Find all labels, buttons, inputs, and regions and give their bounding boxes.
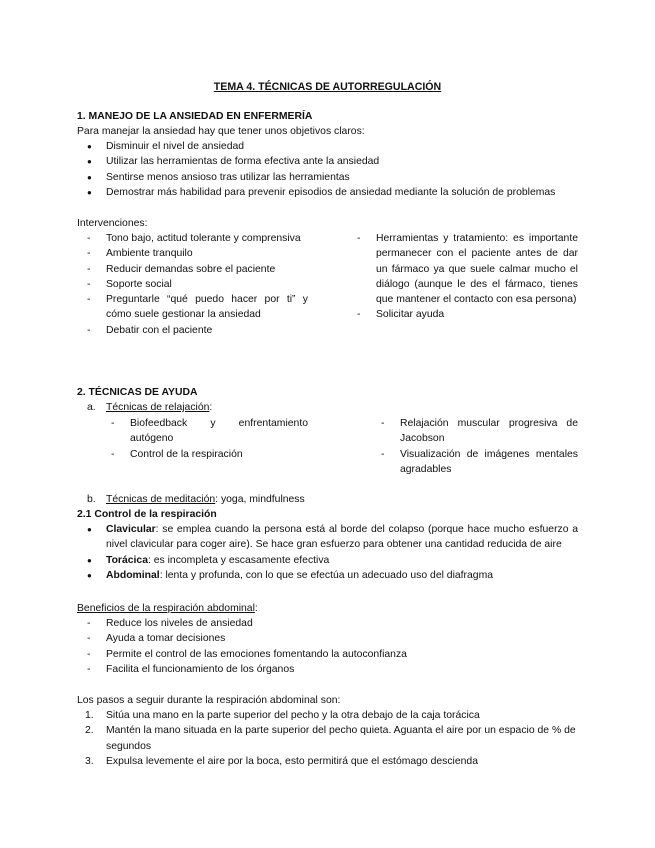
list-item: ● Disminuir el nivel de ansiedad: [77, 139, 577, 154]
interventions-heading: Intervenciones:: [77, 218, 148, 229]
list-item: - Reducir demandas sobre el paciente: [77, 262, 308, 277]
interventions-right-list: [347, 231, 578, 323]
list-item: - Solicitar ayuda: [347, 307, 578, 322]
relaxation-left-list: [101, 416, 308, 462]
colon: :: [254, 603, 258, 614]
list-item: - Visualización de imágenes mentales agradables: [371, 447, 578, 478]
steps-intro: Los pasos a seguir durante la respiración abdominal son:: [77, 695, 341, 706]
term: Clavicular: [106, 524, 156, 535]
benefits-heading: [77, 601, 258, 616]
list-item: - Permite el control de las emociones fomentando la autoconfianza: [77, 647, 577, 662]
list-marker: b.: [87, 494, 96, 506]
relaxation-right-list: [371, 416, 578, 477]
step-number: 1.: [85, 710, 94, 721]
list-item: - Soporte social: [77, 277, 308, 292]
list-item: [77, 723, 578, 754]
list-item: ● Sentirse menos ansioso tras utilizar las herramientas: [77, 170, 577, 185]
section2-heading: 2. TÉCNICAS DE AYUDA: [77, 387, 198, 398]
section21-heading: 2.1 Control de la respiración: [77, 509, 217, 520]
step-text: Sitúa una mano en la parte superior del pecho y la otra debajo de la caja torácica: [106, 710, 480, 721]
list-item: - Debatir con el paciente: [77, 323, 308, 338]
benefits-list: [77, 616, 577, 677]
steps-list: [77, 708, 578, 769]
list-item: - Tono bajo, actitud tolerante y comprensiva: [77, 231, 308, 246]
section1-heading: 1. MANEJO DE LA ANSIEDAD EN ENFERMERÍA: [77, 111, 313, 122]
list-item: [77, 708, 578, 723]
step-number: 2.: [85, 725, 94, 737]
definition: : se emplea cuando la persona está al borde del colapso (porque hace mucho esfuerzo a nivel clavicular para coger aire). Se hace gran esfuerzo para obtener una cantidad reducida de aire: [106, 524, 578, 551]
page-title: TEMA 4. TÉCNICAS DE AUTORREGULACIÓN: [213, 81, 442, 93]
term: Abdominal: [106, 569, 160, 581]
relaxation-label: Técnicas de relajación: [106, 402, 210, 413]
interventions-left-list: [77, 231, 308, 338]
list-item: - Ayuda a tomar decisiones: [77, 631, 577, 646]
objectives-list: [77, 139, 577, 200]
benefits-heading-text: Beneficios de la respiración abdominal: [77, 603, 255, 614]
list-item: - Reduce los niveles de ansiedad: [77, 616, 577, 631]
step-number: 3.: [85, 755, 94, 767]
list-item: ● Utilizar las herramientas de forma efectiva ante la ansiedad: [77, 154, 577, 169]
definition: : es incompleta y escasamente efectiva: [147, 554, 330, 566]
definition: : lenta y profunda, con lo que se efectúa un adecuado uso del diafragma: [159, 569, 493, 581]
meditation-label: Técnicas de meditación: [106, 494, 216, 506]
list-item: - Herramientas y tratamiento: es importante permanecer con el paciente antes de dar un fármaco ya que suele calmar mucho el diálogo (aunque le des el fármaco, tienes que mantener el contacto con esa persona): [347, 231, 578, 307]
list-marker: a.: [87, 402, 96, 413]
list-item: - Biofeedback y enfrentamiento autógeno: [101, 416, 308, 447]
list-item: - Ambiente tranquilo: [77, 246, 308, 261]
list-item: - Relajación muscular progresiva de Jacobson: [371, 416, 578, 447]
list-item: [77, 522, 578, 553]
section1-intro: Para manejar la ansiedad hay que tener unos objetivos claros:: [77, 126, 365, 137]
list-item: [77, 568, 578, 583]
list-item: - Control de la respiración: [101, 447, 308, 462]
term: Torácica: [106, 554, 148, 566]
step-text: Mantén la mano situada en la parte superior del pecho quieta. Aguanta el aire por un espacio de % de segundos: [106, 725, 576, 752]
list-item: - Preguntarle “qué puedo hacer por ti” y cómo suele gestionar la ansiedad: [77, 292, 308, 323]
step-text: Expulsa levemente el aire por la boca, esto permitirá que el estómago descienda: [106, 755, 478, 767]
colon: :: [209, 402, 213, 413]
list-item: [77, 553, 578, 568]
meditation-item: [77, 492, 655, 507]
relaxation-item: [77, 400, 655, 415]
breathing-types-list: [77, 522, 578, 583]
list-item: [77, 754, 578, 769]
meditation-text: : yoga, mindfulness: [215, 494, 305, 506]
list-item: ● Demostrar más habilidad para prevenir episodios de ansiedad mediante la solución de problemas: [77, 185, 577, 200]
list-item: - Facilita el funcionamiento de los órganos: [77, 662, 577, 677]
